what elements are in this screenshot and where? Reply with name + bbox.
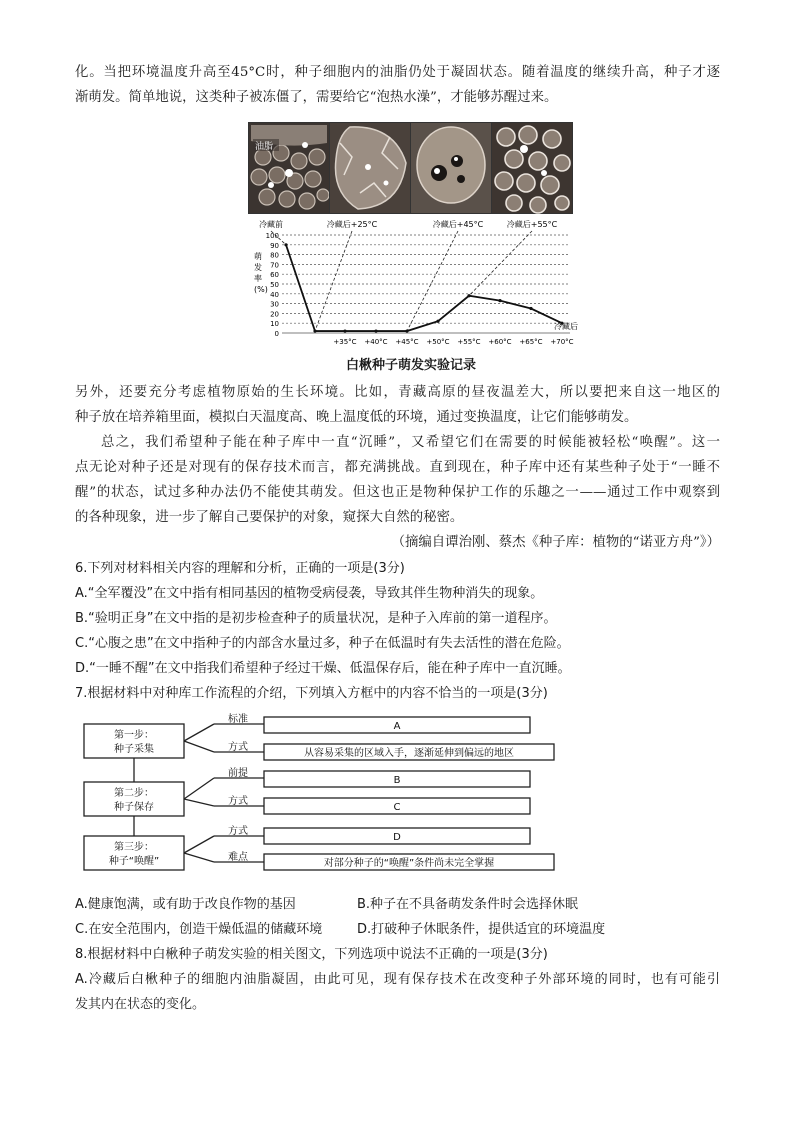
figure-title: 白楸种子萌发实验记录 [345, 358, 476, 373]
passage-line-5: 总之，我们希望种子能在种子库中一直“沉睡”，又希望它们在需要的时候能被轻松“唤醒”。这一 [101, 435, 720, 450]
q7-option-c[interactable]: C.在安全范围内，创造干燥低温的储藏环境 [75, 922, 323, 937]
label-premise: 前提 [228, 768, 248, 779]
micrograph-cold-25 [329, 122, 411, 214]
step2-name: 种子保存 [114, 802, 154, 813]
box-difficulty: 对部分种子的“唤醒”条件尚未完全掌握 [323, 858, 495, 869]
box-d: D [393, 832, 401, 843]
q8-option-a-line2[interactable]: 发其内在状态的变化。 [75, 997, 206, 1012]
y-tick-70: 70 [270, 261, 279, 270]
y-axis-label-char: 率 [254, 274, 262, 283]
x-tick: +55°C [457, 338, 481, 346]
q7-option-a[interactable]: A.健康饱满，或有助于改良作物的基因 [75, 897, 296, 912]
q6-option-d[interactable]: D.“一睡不醒”在文中指我们希望种子经过干燥、低温保存后，能在种子库中一直沉睡。 [75, 661, 571, 676]
q7-option-d[interactable]: D.打破种子休眠条件，提供适宜的环境温度 [357, 922, 606, 937]
x-tick: +50°C [426, 338, 450, 346]
photo-label-25: 冷藏后+25°C [326, 220, 378, 229]
passage-line-4: 种子放在培养箱里面，模拟白天温度高、晚上温度低的环境，通过变换温度，让它们能够萌发。 [75, 410, 638, 425]
workflow-diagram [78, 712, 558, 872]
y-axis-label-char: (%) [254, 285, 268, 294]
passage-line-8: 的各种现象，进一步了解自己要保护的对象，窥探大自然的秘密。 [75, 510, 464, 525]
q6-option-b[interactable]: B.“验明正身”在文中指的是初步检查种子的质量状况，是种子入库前的第一道程序。 [75, 611, 557, 626]
passage-line-1: 化。当把环境温度升高至45°C时，种子细胞内的油脂仍处于凝固状态。随着温度的继续升高，种子才逐 [75, 65, 720, 80]
x-tick: +65°C [519, 338, 543, 346]
y-tick-10: 10 [270, 320, 279, 329]
germination-rate-line [286, 245, 562, 331]
box-collect-method: 从容易采集的区域入手，逐渐延伸到偏远的地区 [304, 748, 514, 759]
y-tick-50: 50 [270, 281, 279, 289]
x-tick: +45°C [395, 338, 419, 346]
leader-line [469, 231, 532, 296]
x-tick: +70°C [550, 338, 574, 346]
box-b: B [393, 775, 401, 786]
y-tick-90: 90 [270, 241, 279, 250]
label-difficulty: 难点 [228, 852, 248, 863]
q6-option-a[interactable]: A.“全军覆没”在文中指有相同基因的植物受病侵袭，导致其伴生物种消失的现象。 [75, 586, 544, 601]
q7-option-b[interactable]: B.种子在不具备萌发条件时会选择休眠 [357, 897, 579, 912]
photo-label-55: 冷藏后+55°C [506, 220, 558, 229]
passage-line-2: 渐萌发。简单地说，这类种子被冻僵了，需要给它“泡热水澡”，才能够苏醒过来。 [75, 90, 558, 105]
germination-line-chart [248, 213, 578, 359]
y-axis-label-char: 发 [254, 263, 262, 272]
box-a: A [393, 721, 401, 732]
q8-stem: 8.根据材料中白楸种子萌发实验的相关图文，下列选项中说法不正确的一项是(3分) [75, 947, 548, 962]
label-method-2: 方式 [228, 796, 248, 807]
micrograph-cold-55 [491, 122, 573, 214]
q8-option-a-line1[interactable]: A.冷藏后白楸种子的细胞内油脂凝固，由此可见，现有保存技术在改变种子外部环境的同时，也有可能引 [75, 972, 720, 987]
y-tick-30: 30 [270, 300, 279, 309]
leader-line [407, 231, 458, 331]
y-tick-60: 60 [270, 271, 279, 280]
photo-label-45: 冷藏后+45°C [432, 220, 484, 229]
x-tick: +40°C [364, 338, 388, 346]
step3-name: 种子“唤醒” [108, 856, 160, 867]
y-tick-40: 40 [270, 290, 279, 299]
q6-stem: 6.下列对材料相关内容的理解和分析，正确的一项是(3分) [75, 561, 405, 576]
q7-stem: 7.根据材料中对种库工作流程的介绍，下列填入方框中的内容不恰当的一项是(3分) [75, 686, 548, 701]
x-tick: +35°C [333, 338, 357, 346]
y-axis-label-char: 萌 [254, 252, 262, 261]
y-tick-20: 20 [270, 310, 279, 319]
passage-source: （摘编自谭治刚、蔡杰《种子库：植物的“诺亚方舟”》） [391, 535, 720, 550]
leader-line [315, 231, 352, 331]
step1-title: 第一步： [114, 730, 154, 741]
label-standard: 标准 [228, 714, 248, 725]
label-method-3: 方式 [228, 826, 248, 837]
q6-option-c[interactable]: C.“心腹之患”在文中指种子的内部含水量过多，种子在低温时有失去活性的潜在危险。 [75, 636, 570, 651]
y-tick-0: 0 [274, 330, 279, 338]
passage-line-7: 醒”的状态，试过多种办法仍不能使其萌发。但这也正是物种保护工作的乐趣之一——通过工作中观察到 [75, 485, 720, 500]
passage-line-3: 另外，还要充分考虑植物原始的生长环境。比如，青藏高原的昼夜温差大，所以要把来自这一地区的 [75, 385, 720, 400]
label-method-1: 方式 [228, 742, 248, 753]
y-tick-80: 80 [270, 251, 279, 260]
x-tick: +60°C [488, 338, 512, 346]
micrograph-cold-45 [410, 122, 492, 214]
y-tick-100: 100 [265, 232, 279, 240]
step1-name: 种子采集 [114, 744, 154, 755]
micrograph-before-cold [248, 122, 330, 214]
step3-title: 第三步： [114, 842, 154, 853]
oil-inset-label: 油脂 [255, 142, 274, 152]
step2-title: 第二步： [114, 788, 154, 799]
box-c: C [393, 802, 401, 813]
photo-label-before: 冷藏前 [259, 220, 283, 229]
end-label: 冷藏后 [554, 322, 578, 332]
passage-line-6: 点无论对种子还是对现有的保存技术而言，都充满挑战。直到现在，种子库中还有某些种子处于“一睡不 [75, 460, 720, 475]
